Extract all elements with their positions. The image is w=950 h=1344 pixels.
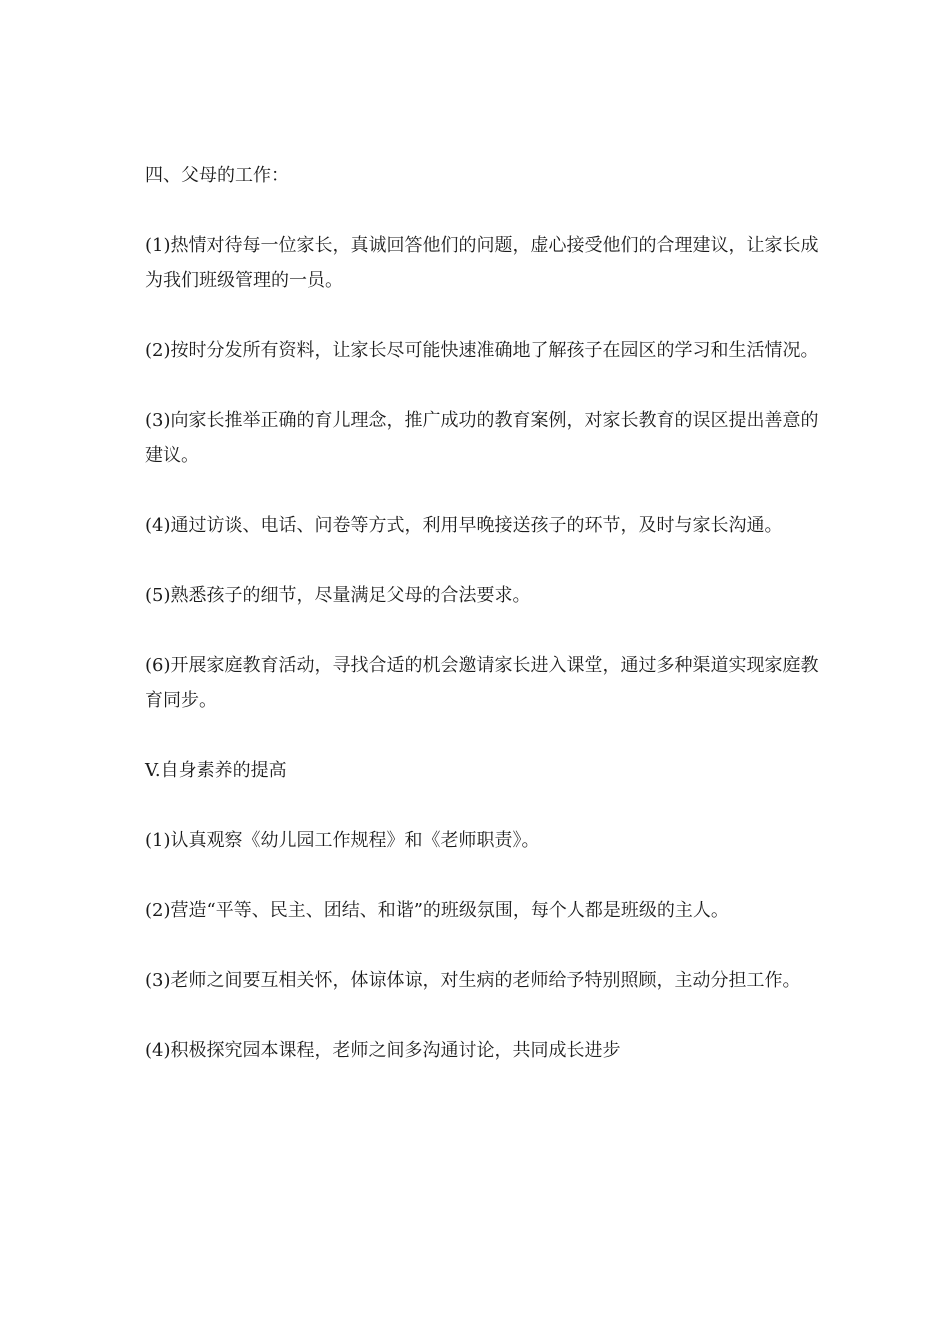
section-heading-self-improvement: V.自身素养的提高 — [145, 760, 287, 781]
list-item: (2)按时分发所有资料，让家长尽可能快速准确地了解孩子在园区的学习和生活情况。 — [145, 340, 819, 361]
list-item: (1)热情对待每一位家长，真诚回答他们的问题，虚心接受他们的合理建议，让家长成为我们班级管理的一员。 — [145, 235, 819, 291]
list-item: (3)老师之间要互相关怀，体谅体谅，对生病的老师给予特别照顾，主动分担工作。 — [145, 970, 801, 991]
list-item: (3)向家长推举正确的育儿理念，推广成功的教育案例，对家长教育的误区提出善意的建议。 — [145, 410, 819, 466]
section-heading-parent-work: 四、父母的工作： — [145, 165, 289, 186]
list-item: (4)积极探究园本课程，老师之间多沟通讨论，共同成长进步 — [145, 1040, 621, 1061]
list-item: (4)通过访谈、电话、问卷等方式，利用早晚接送孩子的环节，及时与家长沟通。 — [145, 515, 783, 536]
list-item: (6)开展家庭教育活动，寻找合适的机会邀请家长进入课堂，通过多种渠道实现家庭教育同步。 — [145, 655, 819, 711]
list-item: (1)认真观察《幼儿园工作规程》和《老师职责》。 — [145, 830, 540, 851]
list-item: (5)熟悉孩子的细节，尽量满足父母的合法要求。 — [145, 585, 531, 606]
list-item: (2)营造“平等、民主、团结、和谐”的班级氛围，每个人都是班级的主人。 — [145, 900, 729, 921]
document-body — [145, 158, 825, 1103]
